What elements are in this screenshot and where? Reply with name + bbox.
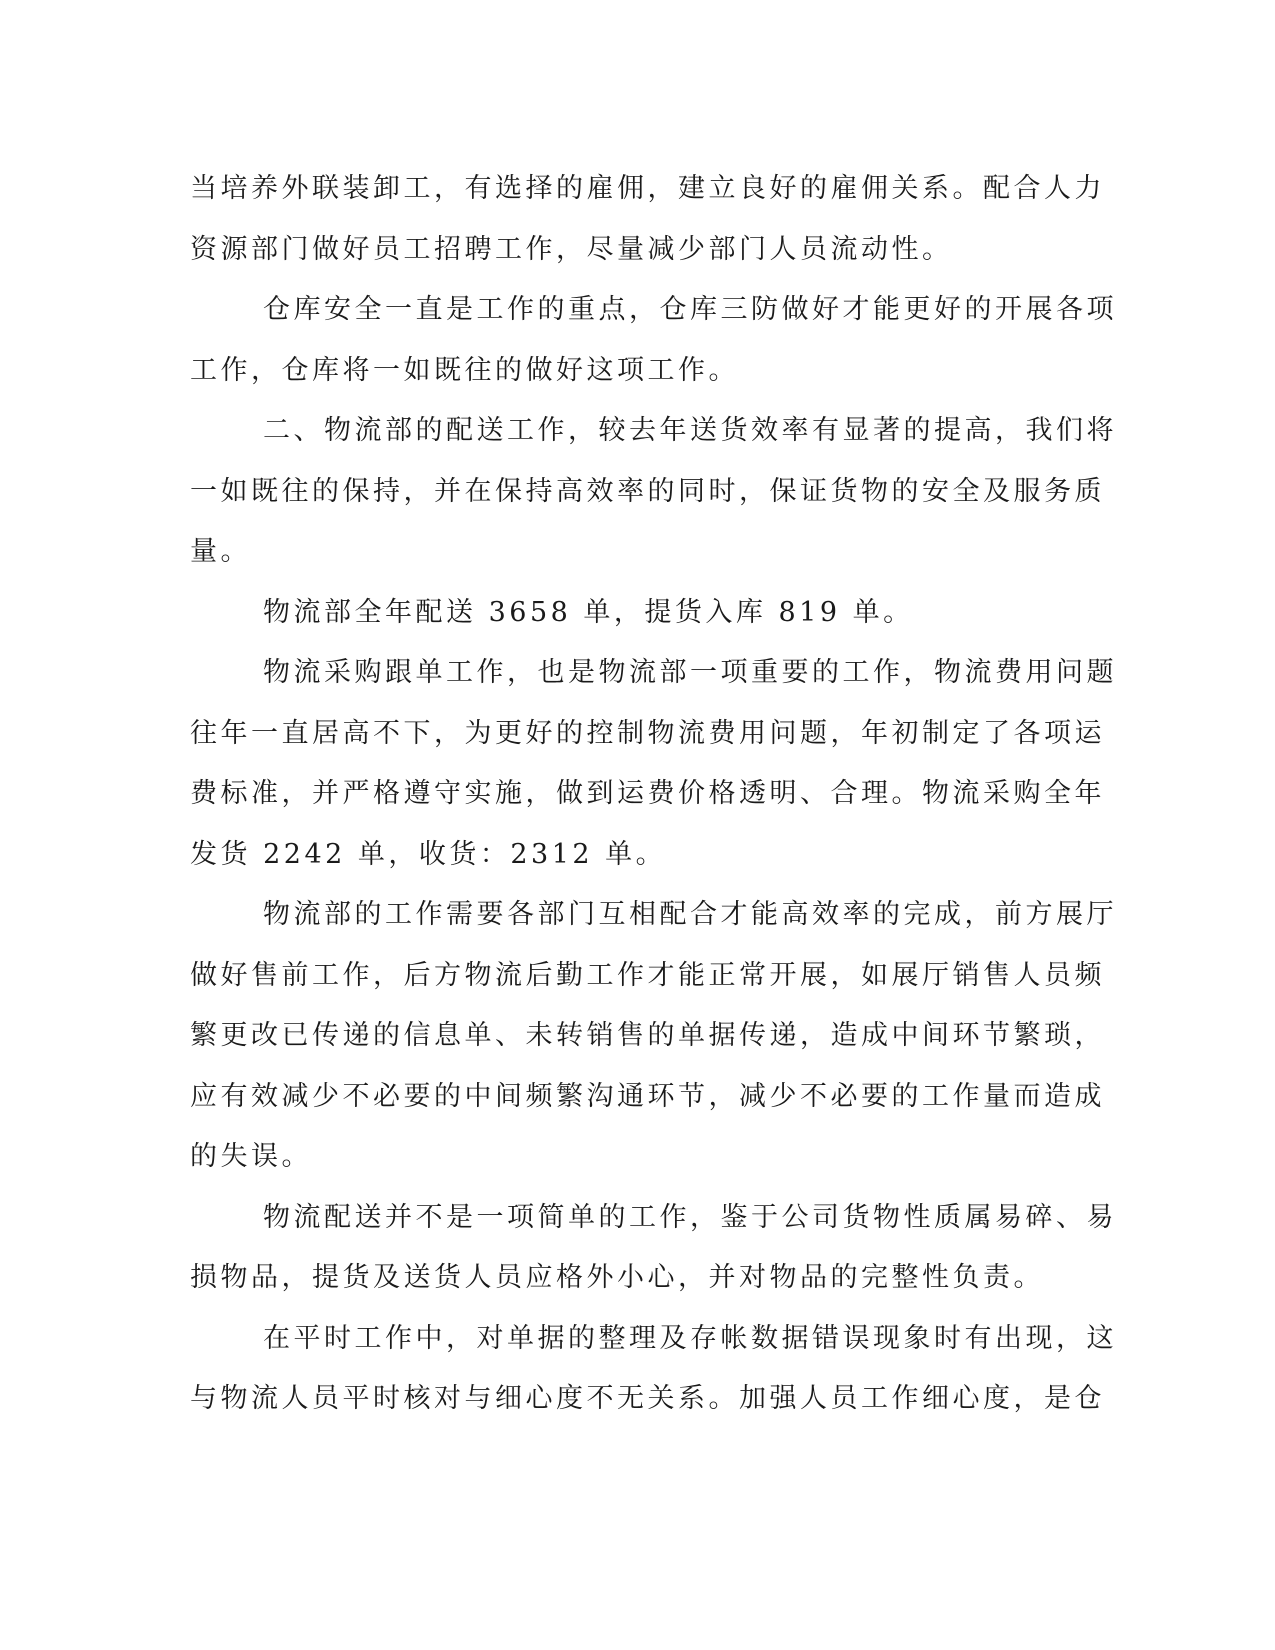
text-line: 资源部门做好员工招聘工作，尽量减少部门人员流动性。	[190, 233, 953, 265]
text-line: 损物品，提货及送货人员应格外小心，并对物品的完整性负责。	[190, 1262, 1044, 1293]
text-line: 当培养外联装卸工，有选择的雇佣，建立良好的雇佣关系。配合人力	[190, 173, 1105, 204]
text-line: 发货 2242 单，收货：2312 单。	[190, 838, 667, 870]
text-line: 一如既往的保持，并在保持高效率的同时，保证货物的安全及服务质	[190, 475, 1105, 507]
document-body	[190, 159, 1117, 1430]
text-line: 工作，仓库将一如既往的做好这项工作。	[190, 354, 739, 386]
text-line: 繁更改已传递的信息单、未转销售的单据传递，造成中间环节繁琐，	[190, 1020, 1105, 1051]
paragraph-first-line: 物流采购跟单工作，也是物流部一项重要的工作，物流费用问题	[263, 657, 1117, 688]
paragraph-first-line: 二、物流部的配送工作，较去年送货效率有显著的提高，我们将	[263, 415, 1117, 446]
text-line: 费标准，并严格遵守实施，做到运费价格透明、合理。物流采购全年	[190, 778, 1105, 809]
text-line: 做好售前工作，后方物流后勤工作才能正常开展，如展厅销售人员频	[190, 959, 1105, 991]
text-line: 与物流人员平时核对与细心度不无关系。加强人员工作细心度，是仓	[190, 1383, 1105, 1414]
paragraph-first-line: 仓库安全一直是工作的重点，仓库三防做好才能更好的开展各项	[263, 294, 1117, 325]
text-line: 应有效减少不必要的中间频繁沟通环节，减少不必要的工作量而造成	[190, 1080, 1105, 1112]
paragraph-first-line: 物流配送并不是一项简单的工作，鉴于公司货物性质属易碎、易	[263, 1201, 1117, 1233]
paragraph-first-line: 物流部全年配送 3658 单，提货入库 819 单。	[263, 596, 914, 628]
text-line: 量。	[190, 536, 251, 567]
text-line: 的失误。	[190, 1141, 312, 1172]
paragraph-first-line: 物流部的工作需要各部门互相配合才能高效率的完成，前方展厅	[263, 899, 1117, 930]
text-line: 往年一直居高不下，为更好的控制物流费用问题，年初制定了各项运	[190, 717, 1105, 749]
paragraph-first-line: 在平时工作中，对单据的整理及存帐数据错误现象时有出现，这	[263, 1322, 1117, 1354]
